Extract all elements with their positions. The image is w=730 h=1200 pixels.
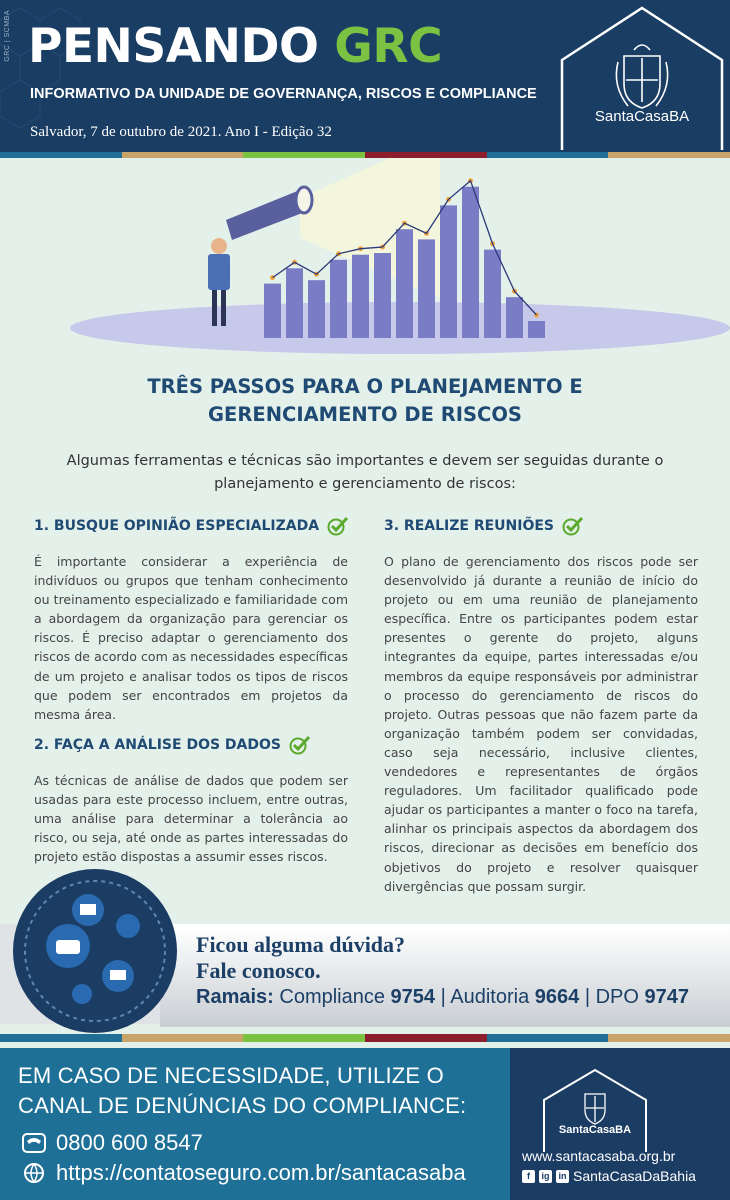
bar (286, 268, 303, 338)
bar (352, 255, 369, 338)
contact-question: Ficou alguma dúvida? (196, 932, 406, 957)
section-2-text: As técnicas de análise de dados que podem ser usadas para este processo incluem, entre outras, uma análise para determinar a tolerância ao risco, ou seja, até onde as partes interessadas do projeto estão dispostas a assumir esses riscos. (34, 773, 348, 865)
section-3-text: O plano de gerenciamento dos riscos pode ser desenvolvido já durante a reunião de início do projeto ou em uma reunião de planejamento específica. Entre os participantes podem estar presentes o gerente do projeto, alguns integrantes da equipe, partes interessadas e/ou membros da equipe responsáveis por administrar o processo do gerenciamento de riscos do projeto. Outras pessoas que não fazem parte da organização também podem ser convidadas, caso seja necessário, inclusive clientes, vendedores e representantes de órgãos reguladores. Um facilitador qualificado pode ajudar os participantes a manter o foco na tarefa, alinhar os principais aspectos da abordagem dos riscos, direcionar as decisões em benefício dos objetivos do projeto e resolver quaisquer divergências que possam surgir. (384, 554, 698, 894)
extension-label: Auditoria (450, 986, 530, 1008)
section-2-heading (34, 735, 311, 755)
extension-number: 9664 (534, 986, 580, 1008)
website-link[interactable]: www.santacasaba.org.br (522, 1148, 676, 1164)
hero-illustration (0, 158, 730, 358)
bar (528, 321, 545, 338)
title-word: PENSANDO (28, 19, 319, 74)
article-intro: Algumas ferramentas e técnicas são importantes e devem ser seguidas durante o planejamento e gerenciamento de riscos: (66, 453, 664, 492)
hotline-url-text: https://contatoseguro.com.br/santacasaba (56, 1160, 466, 1185)
social-links (522, 1168, 696, 1184)
footer-heading-line1: EM CASO DE NECESSIDADE, UTILIZE O (18, 1063, 444, 1088)
section-3-title: 3. REALIZE REUNIÕES (384, 518, 555, 534)
article-title-line2: GERENCIAMENTO DE RISCOS (208, 403, 522, 426)
color-stripe-mid (0, 1034, 730, 1042)
extensions-label: Ramais: (196, 986, 274, 1008)
newsletter-title (28, 19, 443, 74)
article-title-line1: TRÊS PASSOS PARA O PLANEJAMENTO E (147, 375, 583, 398)
extensions-line (196, 986, 689, 1009)
bar (308, 280, 325, 338)
globe-icon (22, 1162, 46, 1184)
extension-label: Compliance (279, 986, 385, 1008)
footer-logo (540, 1066, 650, 1154)
footer-heading-line2: CANAL DE DENÚNCIAS DO COMPLIANCE: (18, 1093, 467, 1118)
checkmark-icon (562, 516, 584, 536)
section-2-title: 2. FAÇA A ANÁLISE DOS DADOS (34, 737, 281, 753)
hotline-phone[interactable] (22, 1130, 203, 1156)
facebook-icon[interactable]: f (522, 1170, 535, 1183)
section-1-title: 1. BUSQUE OPINIÃO ESPECIALIZADA (34, 518, 320, 534)
communication-circle (10, 866, 180, 1036)
hotline-phone-number: 0800 600 8547 (56, 1130, 203, 1155)
article-title (60, 373, 670, 429)
edition-line: Salvador, 7 de outubro de 2021. Ano I - Edição 32 (30, 124, 332, 140)
linkedin-icon[interactable]: in (556, 1170, 569, 1183)
newsletter-subtitle: INFORMATIVO DA UNIDADE DE GOVERNANÇA, RISCOS E COMPLIANCE (30, 86, 537, 102)
extension-number: 9747 (644, 986, 689, 1008)
instagram-icon[interactable]: ig (539, 1170, 552, 1183)
contact-cta: Fale conosco. (196, 958, 321, 983)
hotline-url[interactable] (22, 1160, 466, 1186)
bar (418, 239, 435, 338)
bar (264, 284, 281, 338)
checkmark-icon (289, 735, 311, 755)
bar (396, 229, 413, 338)
extension-label: DPO (595, 986, 639, 1008)
bar (440, 205, 457, 338)
chat-icon (72, 984, 92, 1004)
phone-icon (116, 914, 140, 938)
section-1-text: É importante considerar a experiência de indivíduos ou grupos que tenham conhecimento ou treinamento especializado e familiaridade com a abordagem da organização para gerenciar os riscos. É preciso adaptar o gerenciamento dos riscos de acordo com as necessidades específicas de um projeto e analisar todos os tipos de riscos que podem ser encontrados em projetos da mesma área. (34, 554, 348, 722)
side-code: GRC | SCMBA (4, 10, 11, 62)
telephone-icon (22, 1133, 46, 1153)
checkmark-icon (327, 516, 349, 536)
santa-casa-logo (562, 18, 722, 144)
bar (506, 297, 523, 338)
bar (330, 260, 347, 338)
logo-text: SantaCasaBA (594, 108, 690, 125)
social-handle: SantaCasaDaBahia (573, 1168, 696, 1184)
separator: | (440, 986, 446, 1008)
section-1-heading (34, 516, 349, 536)
bar (462, 187, 479, 338)
section-3-heading (384, 516, 584, 536)
extension-number: 9754 (390, 986, 436, 1008)
title-grc: GRC (334, 19, 443, 74)
bar (374, 253, 391, 338)
footer-logo-text: SantaCasaBA (558, 1124, 632, 1136)
bar (484, 250, 501, 338)
separator: | (584, 986, 591, 1008)
